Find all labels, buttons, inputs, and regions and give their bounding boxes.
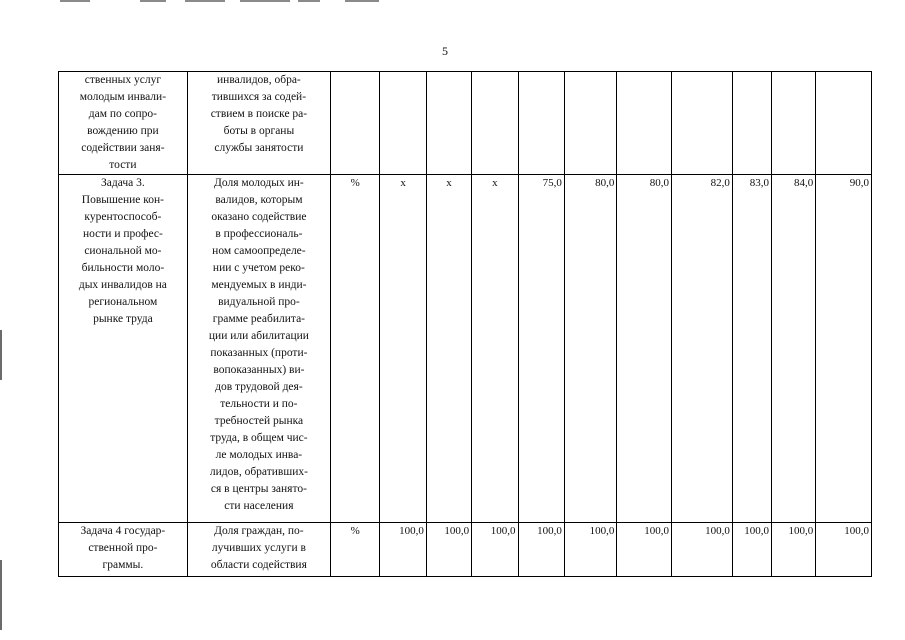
value-cell: 100,0 xyxy=(617,523,672,577)
value-cell xyxy=(472,72,518,175)
value-cell: 100,0 xyxy=(380,523,426,577)
value-cell: х xyxy=(380,175,426,523)
value-cell: 82,0 xyxy=(672,175,733,523)
value-cell: 80,0 xyxy=(617,175,672,523)
unit-cell xyxy=(331,72,380,175)
scan-artifact-top xyxy=(298,0,320,2)
value-cell xyxy=(426,72,471,175)
value-cell: 100,0 xyxy=(732,523,771,577)
scan-artifact-top xyxy=(60,0,90,2)
value-cell: 100,0 xyxy=(472,523,518,577)
table-row xyxy=(59,523,872,577)
table-row xyxy=(59,72,872,175)
scan-artifact-top xyxy=(140,0,166,2)
value-cell xyxy=(518,72,564,175)
unit-cell: % xyxy=(331,523,380,577)
scan-artifact-top xyxy=(185,0,225,2)
value-cell: х xyxy=(472,175,518,523)
value-cell xyxy=(732,72,771,175)
task-cell: ственных услуг молодым инвали- дам по сопро- вождению при содействии заня- тости xyxy=(59,72,188,175)
value-cell: 80,0 xyxy=(564,175,617,523)
indicator-cell: Доля граждан, по- лучивших услуги в области содействия xyxy=(187,523,330,577)
indicators-table xyxy=(58,71,872,577)
indicator-cell: инвалидов, обра- тившихся за содей- ствием в поиске ра- боты в органы службы занятости xyxy=(187,72,330,175)
value-cell: 100,0 xyxy=(564,523,617,577)
value-cell: х xyxy=(426,175,471,523)
scan-artifact-top xyxy=(345,0,379,2)
value-cell: 90,0 xyxy=(816,175,872,523)
page-number: 5 xyxy=(442,44,448,58)
value-cell xyxy=(771,72,815,175)
value-cell xyxy=(380,72,426,175)
task-cell: Задача 3. Повышение кон- курентоспособ- ности и профес- сиональной мо- бильности моло- дых инвалидов на региональном рынке труда xyxy=(59,175,188,523)
task-cell: Задача 4 государ- ственной про- граммы. xyxy=(59,523,188,577)
value-cell: 83,0 xyxy=(732,175,771,523)
value-cell: 75,0 xyxy=(518,175,564,523)
unit-cell: % xyxy=(331,175,380,523)
value-cell: 100,0 xyxy=(426,523,471,577)
scan-artifact-top xyxy=(240,0,290,2)
table-row xyxy=(59,175,872,523)
value-cell xyxy=(617,72,672,175)
value-cell: 100,0 xyxy=(672,523,733,577)
indicator-cell: Доля молодых ин- валидов, которым оказано содействие в профессиональ- ном самоопределе- нии с учетом реко- мендуемых в инди- видуальной про- грамме реабилита- ции или абилитации показанных (проти- вопоказанных) ви- дов трудовой дея- тельности и по- требностей рынка труда, в общем чис- ле молодых инва- лидов, обративших- ся в центры занято- сти населения xyxy=(187,175,330,523)
value-cell xyxy=(564,72,617,175)
value-cell: 100,0 xyxy=(771,523,815,577)
value-cell xyxy=(672,72,733,175)
value-cell xyxy=(816,72,872,175)
scan-artifact-left xyxy=(0,560,2,630)
value-cell: 100,0 xyxy=(816,523,872,577)
scan-artifact-left xyxy=(0,330,2,380)
value-cell: 100,0 xyxy=(518,523,564,577)
value-cell: 84,0 xyxy=(771,175,815,523)
